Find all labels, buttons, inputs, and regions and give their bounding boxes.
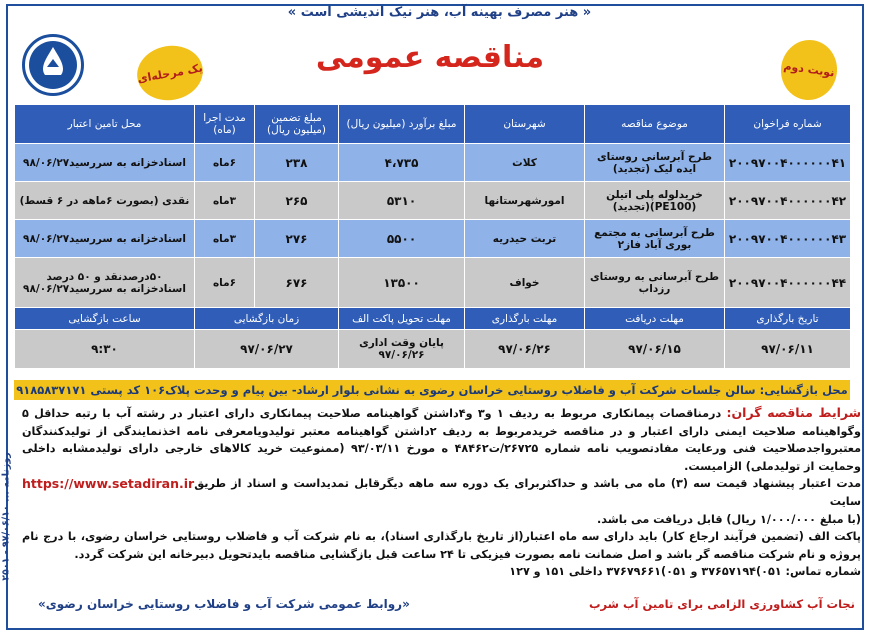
footer-signature: «روابط عمومی شرکت آب و فاضلاب روستایی خراسان رضوی» — [38, 597, 410, 611]
estimate-amount: ۱۳۵۰۰ — [339, 258, 465, 308]
schedule-header: تاریخ بارگذاری — [725, 308, 851, 330]
tender-subject: طرح آبرسانی روستای ایده لیک (تجدید) — [585, 144, 725, 182]
side-code — [0, 415, 14, 625]
tender-subject: خریدلوله پلی اتیلن (PE100)(تجدید) — [585, 182, 725, 220]
conditions-p4: پاکت الف (تضمین فرآیند ارجاع کار) باید دارای سه ماه اعتبار(از تاریخ بارگذاری اسناد)، به نام شرکت آب و فاضلاب روستایی خراسان رضوی، با درج نام پروژه و نام شرکت مناقصه گر باشد و اصل ضمانت نامه بصورت فیزیکی تا ۲۴ ساعت قبل بازگشایی مناقصه بایدتحویل دبیرخانه این شرکت گردد. — [22, 530, 861, 561]
funding-source: اسنادخزانه به سررسید۹۸/۰۶/۲۷ — [15, 144, 195, 182]
duration: ۳ماه — [195, 220, 255, 258]
tender-city: تربت حیدریه — [465, 220, 585, 258]
slogan: « هنر مصرف بهینه آب، هنر نیک اندیشی است » — [287, 5, 592, 20]
setadiran-link[interactable]: https://www.setadiran.ir — [22, 476, 195, 492]
tender-number: ۲۰۰۹۷۰۰۴۰۰۰۰۰۰۴۴ — [725, 258, 851, 308]
table-row — [15, 220, 851, 258]
upload-date: ۹۷/۰۶/۱۱ — [725, 330, 851, 369]
tender-city: کلات — [465, 144, 585, 182]
guarantee-amount: ۲۳۸ — [255, 144, 339, 182]
tender-city: خواف — [465, 258, 585, 308]
schedule-row — [15, 330, 851, 369]
duration: ۳ماه — [195, 182, 255, 220]
opening-address: محل بازگشایی: سالن جلسات شرکت آب و فاضلاب روستایی خراسان رضوی به نشانی بلوار ارشاد- بین پیام و وحدت پلاک۱۰۶ کد پستی ۹۱۸۵۸۳۷۱۷۱ — [14, 380, 850, 400]
estimate-amount: ۴،۷۳۵ — [339, 144, 465, 182]
conditions-p1: درمناقصات پیمانکاری مربوط به ردیف ۱ و۳ و۴داشتن گواهینامه صلاحیت پیمانکاری دارای اعتبار در رشته آب با رتبه حداقل ۵ وگواهینامه صلاحیت ایمنی دارای اعتبار و در مناقصه خریدمربوط به ردیف ۲داشتن گواهینامه معتبر تولیدویامعرفی نامه اخذنمایندگی از تولیدکنندگان معتبرواجدصلاحیت فنی ورعایت مفادتصویب نامه شماره ۲۶۷۲۵/ت۴۸۴۶۲ ه مورخ ۹۳/۰۳/۱۱ (ممنوعیت خرید کالاهای خارجی دارای تولیدمشابه داخلی وحمایت از تولیدملی) الزامیست. — [22, 407, 861, 473]
envelope-deadline: پایان وقت اداری ۹۷/۰۶/۲۶ — [339, 330, 465, 369]
tender-subject: طرح آبرسانی به مجتمع بوری آباد فاز۲ — [585, 220, 725, 258]
guarantee-amount: ۶۷۶ — [255, 258, 339, 308]
schedule-header: مهلت دریافت — [585, 308, 725, 330]
funding-source: ۵۰درصدنقد و ۵۰ درصد اسنادخزانه به سررسید۹۸/۰۶/۲۷ — [15, 258, 195, 308]
conditions-lead: شرایط مناقصه گران: — [726, 405, 861, 420]
conditions-p2: مدت اعتبار پیشنهاد قیمت سه (۳) ماه می باشد و حداکثربرای یک دوره سه ماهه دیگرقابل تمدیداست و اسناد از طریق سایت — [194, 477, 861, 508]
table-row — [15, 182, 851, 220]
header-cell: موضوع مناقصه — [585, 105, 725, 144]
table-header-row — [15, 105, 851, 144]
schedule-header: ساعت بازگشایی — [15, 308, 195, 330]
estimate-amount: ۵۵۰۰ — [339, 220, 465, 258]
table-row — [15, 258, 851, 308]
side-code-text: روزنامه ... ۹۷/۰۶/۱۰ - ۲۵۰۱ — [0, 452, 12, 581]
funding-source: نقدی (بصورت ۶ماهه در ۶ قسط) — [15, 182, 195, 220]
tender-subject: طرح آبرسانی به روستای رزداب — [585, 258, 725, 308]
tender-number: ۲۰۰۹۷۰۰۴۰۰۰۰۰۰۴۱ — [725, 144, 851, 182]
stage-badge: یک مرحله‌ای — [133, 41, 207, 106]
schedule-header: مهلت تحویل پاکت الف — [339, 308, 465, 330]
company-logo — [22, 34, 84, 96]
tender-table — [14, 104, 851, 369]
conditions-p3: (با مبلغ ۱/۰۰۰/۰۰۰ ریال) قابل دریافت می باشد. — [597, 512, 861, 526]
header-cell: شماره فراخوان — [725, 105, 851, 144]
title-area — [240, 32, 620, 84]
page-title: مناقصه عمومی — [315, 40, 545, 75]
receive-deadline: ۹۷/۰۶/۱۵ — [585, 330, 725, 369]
schedule-header-row — [15, 308, 851, 330]
opening-time: ۹:۳۰ — [15, 330, 195, 369]
header-cell: شهرستان — [465, 105, 585, 144]
tender-city: امورشهرستانها — [465, 182, 585, 220]
guarantee-amount: ۲۶۵ — [255, 182, 339, 220]
tender-number: ۲۰۰۹۷۰۰۴۰۰۰۰۰۰۴۲ — [725, 182, 851, 220]
header-cell: مبلغ برآورد (میلیون ریال) — [339, 105, 465, 144]
conditions-text — [22, 404, 861, 581]
header-cell: مبلغ تضمین (میلیون ریال) — [255, 105, 339, 144]
footer-slogan: نجات آب کشاورزی الزامی برای تامین آب شرب — [588, 597, 855, 611]
upload-deadline: ۹۷/۰۶/۲۶ — [465, 330, 585, 369]
table-row — [15, 144, 851, 182]
funding-source: اسنادخزانه به سررسید۹۸/۰۶/۲۷ — [15, 220, 195, 258]
schedule-header: زمان بازگشایی — [195, 308, 339, 330]
round-badge: نوبت دوم — [777, 36, 841, 103]
schedule-header: مهلت بارگذاری — [465, 308, 585, 330]
header-cell: محل تامین اعتبار — [15, 105, 195, 144]
estimate-amount: ۵۳۱۰ — [339, 182, 465, 220]
opening-date: ۹۷/۰۶/۲۷ — [195, 330, 339, 369]
conditions-p5: شماره تماس: ۰۵۱)۳۷۶۵۷۱۹۴ و ۰۵۱)۳۷۶۷۹۶۶۱ داخلی ۱۵۱ و ۱۲۷ — [509, 565, 861, 579]
header-cell: مدت اجرا (ماه) — [195, 105, 255, 144]
tender-number: ۲۰۰۹۷۰۰۴۰۰۰۰۰۰۴۳ — [725, 220, 851, 258]
duration: ۶ماه — [195, 258, 255, 308]
guarantee-amount: ۲۷۶ — [255, 220, 339, 258]
duration: ۶ماه — [195, 144, 255, 182]
